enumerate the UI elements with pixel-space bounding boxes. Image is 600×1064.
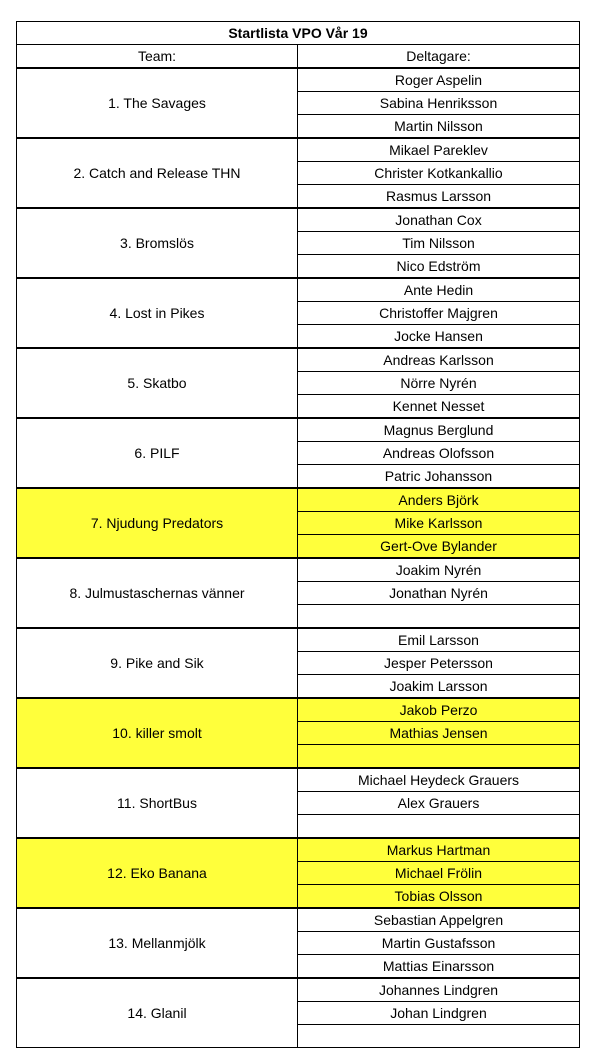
team-row bbox=[17, 628, 580, 652]
participant-name: Michael Heydeck Grauers bbox=[298, 768, 580, 792]
participant-name: Jesper Petersson bbox=[298, 652, 580, 675]
participant-name: Mike Karlsson bbox=[298, 512, 580, 535]
header-row bbox=[17, 45, 580, 69]
team-column-header: Team: bbox=[17, 45, 298, 69]
participant-name: Kennet Nesset bbox=[298, 395, 580, 419]
participant-name: Gert-Ove Bylander bbox=[298, 535, 580, 559]
team-row bbox=[17, 978, 580, 1002]
participant-name: Joakim Nyrén bbox=[298, 558, 580, 582]
team-name: 1. The Savages bbox=[17, 68, 298, 138]
participant-name: Johan Lindgren bbox=[298, 1002, 580, 1025]
team-name: 4. Lost in Pikes bbox=[17, 278, 298, 348]
team-name: 2. Catch and Release THN bbox=[17, 138, 298, 208]
participant-name: Andreas Olofsson bbox=[298, 442, 580, 465]
participant-name bbox=[298, 605, 580, 629]
participant-name: Jakob Perzo bbox=[298, 698, 580, 722]
team-row bbox=[17, 698, 580, 722]
participant-name: Rasmus Larsson bbox=[298, 185, 580, 209]
participant-name: Mattias Einarsson bbox=[298, 955, 580, 979]
participant-name: Markus Hartman bbox=[298, 838, 580, 862]
participant-name: Johannes Lindgren bbox=[298, 978, 580, 1002]
participant-name: Alex Grauers bbox=[298, 792, 580, 815]
team-row bbox=[17, 838, 580, 862]
team-name: 6. PILF bbox=[17, 418, 298, 488]
participant-name: Nörre Nyrén bbox=[298, 372, 580, 395]
participant-name: Roger Aspelin bbox=[298, 68, 580, 92]
participant-name: Michael Frölin bbox=[298, 862, 580, 885]
team-name: 7. Njudung Predators bbox=[17, 488, 298, 558]
team-row bbox=[17, 908, 580, 932]
participant-name: Anders Björk bbox=[298, 488, 580, 512]
participant-name: Sabina Henriksson bbox=[298, 92, 580, 115]
participant-name bbox=[298, 815, 580, 839]
participant-name: Sebastian Appelgren bbox=[298, 908, 580, 932]
team-row bbox=[17, 768, 580, 792]
sheet-title: Startlista VPO Vår 19 bbox=[17, 22, 580, 45]
team-name: 12. Eko Banana bbox=[17, 838, 298, 908]
startlista-table bbox=[16, 21, 580, 1048]
title-row bbox=[17, 22, 580, 45]
team-row bbox=[17, 348, 580, 372]
participant-name: Magnus Berglund bbox=[298, 418, 580, 442]
team-name: 13. Mellanmjölk bbox=[17, 908, 298, 978]
participant-name: Jonathan Cox bbox=[298, 208, 580, 232]
participants-column-header: Deltagare: bbox=[298, 45, 580, 69]
team-name: 8. Julmustaschernas vänner bbox=[17, 558, 298, 628]
participant-name: Ante Hedin bbox=[298, 278, 580, 302]
participant-name: Tobias Olsson bbox=[298, 885, 580, 909]
participant-name: Andreas Karlsson bbox=[298, 348, 580, 372]
participant-name bbox=[298, 745, 580, 769]
participant-name: Christoffer Majgren bbox=[298, 302, 580, 325]
participant-name: Joakim Larsson bbox=[298, 675, 580, 699]
team-name: 14. Glanil bbox=[17, 978, 298, 1048]
participant-name: Mikael Pareklev bbox=[298, 138, 580, 162]
team-row bbox=[17, 138, 580, 162]
team-name: 3. Bromslös bbox=[17, 208, 298, 278]
team-row bbox=[17, 278, 580, 302]
participant-name: Martin Gustafsson bbox=[298, 932, 580, 955]
team-list bbox=[17, 68, 580, 1048]
participant-name: Nico Edström bbox=[298, 255, 580, 279]
participant-name: Jonathan Nyrén bbox=[298, 582, 580, 605]
participant-name: Jocke Hansen bbox=[298, 325, 580, 349]
team-name: 10. killer smolt bbox=[17, 698, 298, 768]
participant-name: Patric Johansson bbox=[298, 465, 580, 489]
team-row bbox=[17, 488, 580, 512]
participant-name: Christer Kotkankallio bbox=[298, 162, 580, 185]
team-row bbox=[17, 208, 580, 232]
team-name: 5. Skatbo bbox=[17, 348, 298, 418]
team-name: 11. ShortBus bbox=[17, 768, 298, 838]
participant-name: Mathias Jensen bbox=[298, 722, 580, 745]
team-row bbox=[17, 558, 580, 582]
participant-name: Emil Larsson bbox=[298, 628, 580, 652]
team-row bbox=[17, 418, 580, 442]
participant-name: Martin Nilsson bbox=[298, 115, 580, 139]
team-name: 9. Pike and Sik bbox=[17, 628, 298, 698]
participant-name: Tim Nilsson bbox=[298, 232, 580, 255]
team-row bbox=[17, 68, 580, 92]
participant-name bbox=[298, 1025, 580, 1048]
